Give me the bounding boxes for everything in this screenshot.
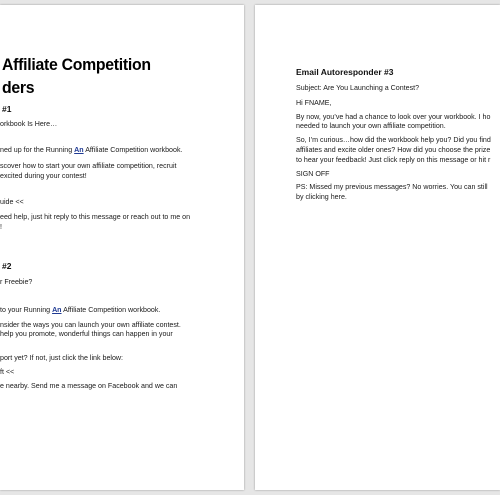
email3-heading: Email Autoresponder #3 — [296, 67, 394, 77]
email1-guide-link[interactable]: uide << — [0, 198, 24, 206]
document-title-line1: Affiliate Competition — [2, 55, 151, 74]
email2-line2: nsider the ways you can launch your own affiliate contest. — [0, 321, 181, 329]
document-page-right — [255, 5, 500, 490]
email1-help-line1: eed help, just hit reply to this message or reach out to me on — [0, 213, 191, 221]
email1-help-line2: ! — [0, 223, 2, 231]
email2-line3: help you promote, wonderful things can happen in your — [0, 330, 173, 338]
email3-ps-line2[interactable]: by clicking here. — [296, 193, 347, 201]
email1-workbook-link[interactable]: An — [74, 146, 84, 154]
email3-ps-line1: PS: Missed my previous messages? No worries. You can still — [296, 183, 488, 191]
email1-line2: scover how to start your own affiliate competition, recruit — [0, 162, 177, 170]
email1-line1: ned up for the Running An Affiliate Competition workbook. — [0, 146, 183, 154]
email1-line3: excited during your contest! — [0, 172, 87, 180]
email3-subject: Subject: Are You Launching a Contest? — [296, 84, 420, 92]
email3-para1-line2: needed to launch your own affiliate competition. — [296, 122, 446, 130]
email3-para2-line3: to hear your feedback! Just click reply on this message or hit r — [296, 156, 491, 164]
document-title-line2: ders — [2, 78, 35, 97]
email3-signoff: SIGN OFF — [296, 170, 330, 178]
document-page-left — [0, 5, 244, 490]
email2-workbook-link[interactable]: An — [52, 306, 62, 314]
email3-para1-line1: By now, you’ve had a chance to look over your workbook. I ho — [296, 113, 491, 121]
email2-subject: r Freebie? — [0, 278, 33, 286]
email2-line1: to your Running An Affiliate Competition workbook. — [0, 306, 161, 314]
email2-nearby: e nearby. Send me a message on Facebook and we can — [0, 382, 178, 390]
email3-para2-line1: So, I’m curious…how did the workbook help you? Did you find — [296, 136, 491, 144]
email1-subject: orkbook Is Here… — [0, 120, 58, 128]
email2-heading: #2 — [2, 261, 12, 271]
email2-line4: port yet? If not, just click the link below: — [0, 354, 124, 362]
email2-gift-link[interactable]: ft << — [0, 368, 15, 376]
email3-greeting: Hi FNAME, — [296, 99, 332, 107]
email3-para2-line2: affiliates and excite older ones? How did you choose the prize — [296, 146, 491, 154]
email1-heading: #1 — [2, 104, 12, 114]
